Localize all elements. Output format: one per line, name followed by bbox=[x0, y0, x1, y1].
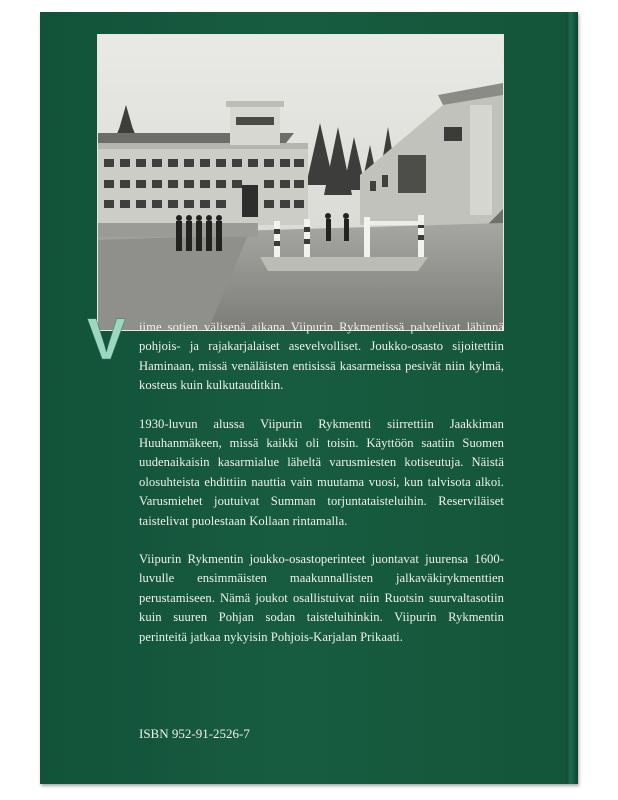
back-cover-text bbox=[87, 307, 504, 666]
paragraph-2: 1930-luvun alussa Viipurin Rykmentti siirrettiin Jaakkiman Huuhanmäkeen, missä kaikki oli toisin. Käyttöön saatiin Suomen uudenaikaisin kasarmialue läheltä varusmiesten kotiseutuja. Näistä olosuhteista ehdittiin nauttia vain muutama vuosi, kun talvisota alkoi. Varusmiehet joutuivat Summan torjuntataisteluihin. Reserviläiset taistelivat puolestaan Kollaan rintamalla. bbox=[139, 416, 504, 528]
spine-edge bbox=[566, 12, 578, 784]
back-cover bbox=[40, 12, 578, 784]
paragraph-3: Viipurin Rykmentin joukko-osastoperinteet juontavat juurensa 1600-luvulle ensimmäisten maakunnallisten jalkaväkirykmenttien perustamiseen. Nämä joukot osallistuivat niin Ruotsin suurvaltasotiin kuin suuren Pohjan sodan taisteluihinkin. Viipurin Rykmentin perinteitä jatkaa nykyisin Pohjois-Karjalan Prikaati. bbox=[139, 552, 504, 644]
drop-cap: V bbox=[87, 307, 124, 372]
cover-photo bbox=[97, 34, 504, 331]
paragraph-1 bbox=[87, 307, 504, 396]
paragraph-1-text: iime sotien välisenä aikana Viipurin Rykmentissä palvelivat lähinnä pohjois- ja rajakarjalaiset asevelvolliset. Joukko-osasto sijoitettiin Haminaan, missä venäläisten entisissä kasarmeissa pesivät niin kylmä, kosteus kuin kulkutauditkin. bbox=[139, 320, 504, 393]
barracks-photo-illustration bbox=[98, 35, 503, 330]
isbn: ISBN 952-91-2526-7 bbox=[139, 726, 250, 741]
